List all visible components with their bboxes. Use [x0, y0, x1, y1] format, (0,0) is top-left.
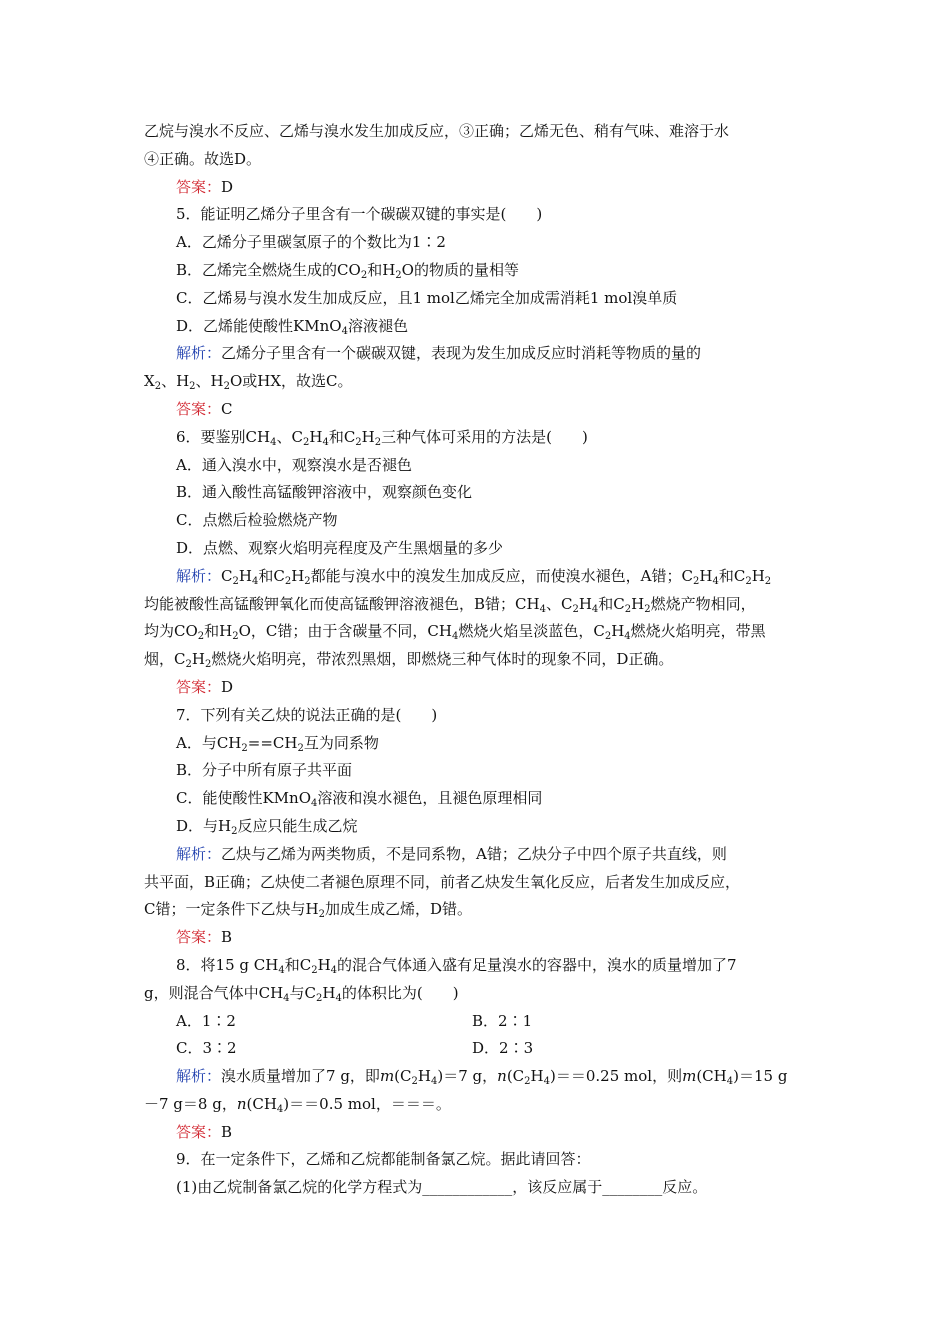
analysis-line: 均能被酸性高锰酸钾氧化而使高锰酸钾溶液褪色，B错；$CH_4$、$C_2H_4$和$C_2H_2$燃烧产物相同，: [144, 594, 756, 615]
analysis-line: 解析：$C_2H_4$和$C_2H_2$都能与溴水中的溴发生加成反应，而使溴水褪色，A错；$C_2H_4$和$C_2H_2$: [176, 566, 772, 587]
option-b: B．乙烯完全燃烧生成的$CO_2$和$H_2O$的物质的量相等: [176, 260, 519, 281]
analysis-line: 烟，$C_2H_2$燃烧火焰明亮，带浓烈黑烟，即燃烧三种气体时的现象不同，D正确。: [144, 650, 674, 671]
answer-label: 答案：: [176, 399, 222, 418]
analysis-label: 解析：: [176, 844, 222, 863]
option-b: B．通入酸性高锰酸钾溶液中，观察颜色变化: [176, 483, 473, 502]
question-stem: 6．要鉴别$CH_4$、$C_2H_4$和$C_2H_2$三种气体可采用的方法是( ): [176, 427, 588, 448]
text-line: 乙烷与溴水不反应、乙烯与溴水发生加成反应，③正确；乙烯无色、稍有气味、难溶于水: [144, 122, 730, 140]
analysis-line: 均为$CO_2$和$H_2O$，C错；由于含碳量不同，$CH_4$燃烧火焰呈淡蓝色，$C_2H_4$燃烧火焰明亮，带黑: [144, 622, 766, 643]
answer-label: 答案：: [176, 677, 222, 696]
answer-line: 答案：B: [176, 1122, 233, 1141]
answer-line: 答案：D: [176, 677, 234, 696]
option-b: B．2∶1: [472, 1011, 533, 1030]
analysis-label: 解析：: [176, 344, 222, 363]
option-c: C．乙烯易与溴水发生加成反应，且1 mol乙烯完全加成需消耗1 mol溴单质: [176, 288, 678, 307]
analysis-label: 解析：: [176, 1067, 222, 1086]
option-a: A．通入溴水中，观察溴水是否褪色: [176, 455, 412, 474]
analysis-line: 共平面，B正确；乙炔使二者褪色原理不同，前者乙炔发生氧化反应，后者发生加成反应，: [144, 872, 741, 891]
option-d: D．与$H_2$反应只能生成乙烷: [176, 816, 358, 837]
answer-line: 答案：B: [176, 928, 233, 947]
option-a: A．与$CH_2==CH_2$互为同系物: [176, 733, 379, 754]
analysis-line: 解析：乙炔与乙烯为两类物质，不是同系物，A错；乙炔分子中四个原子共直线，则: [176, 844, 727, 863]
analysis-line: －7 g＝8 g，$n(CH_4)==0.5$ mol，＝＝＝。: [144, 1094, 451, 1115]
option-c: C．点燃后检验燃烧产物: [176, 511, 338, 530]
analysis-line: 解析：溴水质量增加了7 g，即$m(C_2H_4)=7$ g，$n(C_2H_4)==0.25$ mol，则$m(CH_4)=15$ g: [176, 1067, 788, 1088]
option-d: D．乙烯能使酸性KMnO$_4$溶液褪色: [176, 316, 408, 337]
option-a: A．1∶2: [176, 1011, 236, 1030]
answer-label: 答案：: [176, 1122, 222, 1141]
question-stem: 5．能证明乙烯分子里含有一个碳碳双键的事实是( ): [176, 205, 543, 224]
option-c: C．3∶2: [176, 1039, 237, 1058]
sub-question: (1)由乙烷制备氯乙烷的化学方程式为____________，该反应属于________反应。: [176, 1178, 708, 1197]
document-body: [144, 118, 808, 1202]
option-b: B．分子中所有原子共平面: [176, 761, 353, 780]
question-stem: g，则混合气体中$CH_4$与$C_2H_4$的体积比为( ): [144, 983, 459, 1004]
option-d: D．2∶3: [472, 1039, 534, 1058]
analysis-line: C错；一定条件下乙炔与$H_2$加成生成乙烯，D错。: [144, 900, 472, 921]
analysis-label: 解析：: [176, 566, 222, 585]
answer-line: 答案：C: [176, 399, 233, 418]
answer-label: 答案：: [176, 928, 222, 947]
question-stem: 8．将15 g $CH_4$和$C_2H_4$的混合气体通入盛有足量溴水的容器中，溴水的质量增加了7: [176, 955, 737, 976]
answer-label: 答案：: [176, 177, 222, 196]
option-d: D．点燃、观察火焰明亮程度及产生黑烟量的多少: [176, 538, 504, 557]
analysis-line: $X_2$、$H_2$、$H_2O$或HX，故选C。: [144, 372, 353, 393]
answer-line: 答案：D: [176, 177, 234, 196]
question-stem: 7．下列有关乙炔的说法正确的是( ): [176, 705, 438, 724]
analysis-line: 解析：乙烯分子里含有一个碳碳双键，表现为发生加成反应时消耗等物质的量的: [176, 344, 702, 363]
question-stem: 9．在一定条件下，乙烯和乙烷都能制备氯乙烷。据此请回答：: [176, 1150, 591, 1169]
option-a: A．乙烯分子里碳氢原子的个数比为1∶2: [176, 233, 446, 252]
text-line: ④正确。故选D。: [144, 149, 262, 168]
option-row: [144, 1008, 808, 1036]
option-row: [144, 1035, 808, 1063]
option-c: C．能使酸性KMnO$_4$溶液和溴水褪色，且褪色原理相同: [176, 789, 543, 810]
